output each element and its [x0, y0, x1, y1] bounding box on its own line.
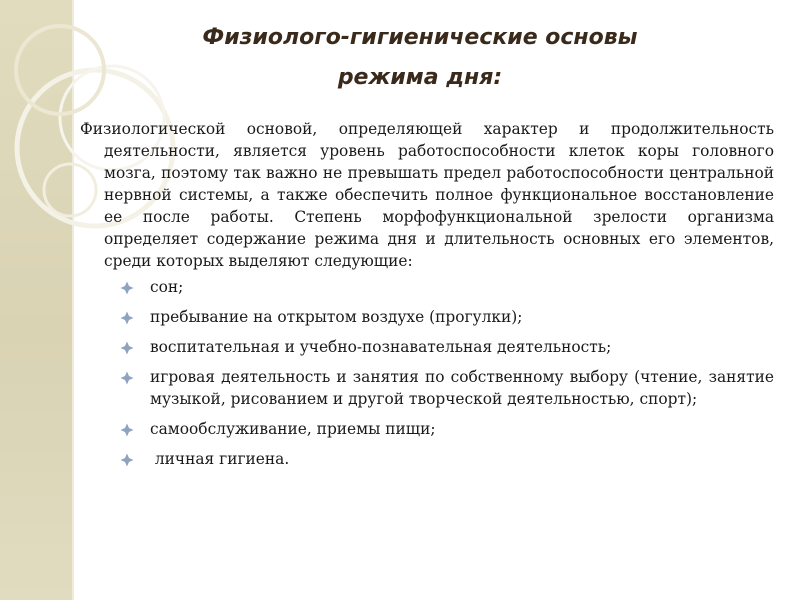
- list-item: [150, 306, 774, 328]
- list-item: [150, 336, 774, 358]
- list-item-text: воспитательная и учебно-познавательная деятельность;: [150, 338, 612, 356]
- four-petal-diamond-icon: [120, 311, 134, 325]
- slide-title-line-2: режима дня:: [337, 65, 503, 90]
- four-petal-diamond-icon: [120, 453, 134, 467]
- four-petal-diamond-icon: [120, 281, 134, 295]
- list-item-text: самообслуживание, приемы пищи;: [150, 420, 436, 438]
- slide-title-line-1: Физиолого-гигиенические основы: [202, 25, 638, 50]
- four-petal-diamond-icon: [120, 341, 134, 355]
- list-item-text: личная гигиена.: [150, 450, 290, 468]
- intro-first-line: Физиологической основой, определяющей характер и: [80, 120, 590, 138]
- list-item: [150, 366, 774, 410]
- intro-paragraph: [80, 118, 774, 272]
- list-item-text: сон;: [150, 278, 184, 296]
- slide-title: [120, 18, 720, 98]
- list-item-text: игровая деятельность и занятия по собственному выбору (чтение, занятие музыкой, рисованием и другой творческой деятельностью, спорт);: [150, 368, 774, 408]
- intro-rest: продолжительность деятельности, является уровень работоспособности клеток коры головного мозга, поэтому так важно не превышать предел работоспособности центральной нервной системы, а также обеспечить полное функциональное восстановление ее после работы. Степень морфофункциональной зрелости организма определяет содержание режима дня и длительность основных его элементов, среди которых выделяют следующие:: [104, 120, 774, 270]
- four-petal-diamond-icon: [120, 423, 134, 437]
- four-petal-diamond-icon: [120, 371, 134, 385]
- list-item-text: пребывание на открытом воздухе (прогулки);: [150, 308, 523, 326]
- regime-elements-list: [80, 276, 774, 470]
- slide-body: [80, 118, 774, 478]
- list-item: [150, 418, 774, 440]
- list-item: [150, 276, 774, 298]
- list-item: [150, 448, 774, 470]
